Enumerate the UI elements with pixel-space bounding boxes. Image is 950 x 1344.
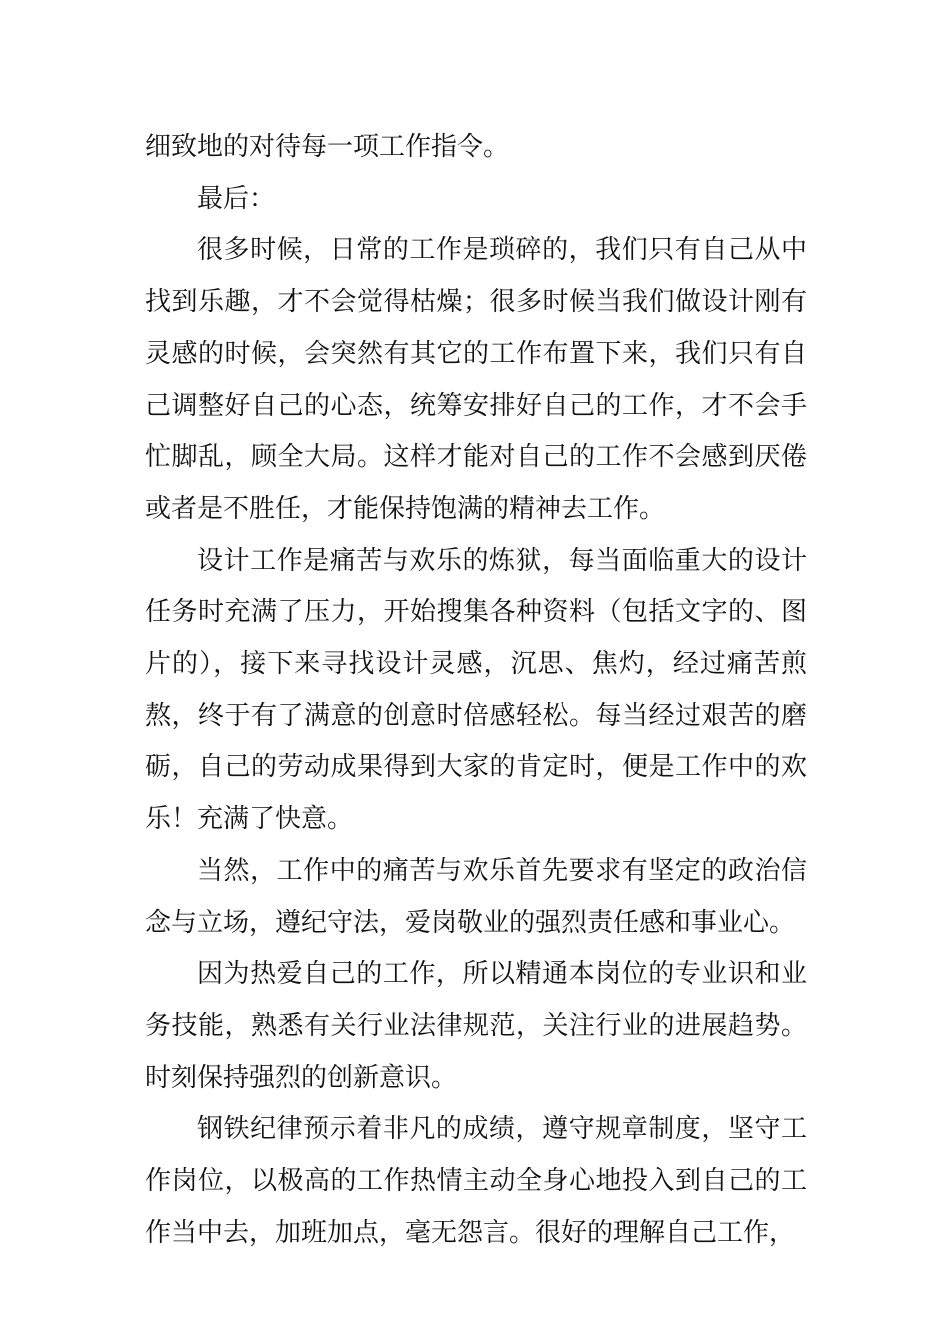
paragraph: 钢铁纪律预示着非凡的成绩，遵守规章制度，坚守工作岗位，以极高的工作热情主动全身心地投入到自己的工作当中去，加班加点，毫无怨言。很好的理解自己工作， [145, 1114, 807, 1248]
paragraph: 设计工作是痛苦与欢乐的炼狱，每当面临重大的设计任务时充满了压力，开始搜集各种资料（包括文字的、图片的），接下来寻找设计灵感，沉思、焦灼，经过痛苦煎熬，终于有了满意的创意时倍感轻松。每当经过艰苦的磨砺，自己的劳动成果得到大家的肯定时，便是工作中的欢乐！充满了快意。 [145, 545, 807, 835]
paragraph: 因为热爱自己的工作，所以精通本岗位的专业识和业务技能，熟悉有关行业法律规范，关注行业的进展趋势。时刻保持强烈的创新意识。 [145, 959, 807, 1093]
paragraph: 很多时候，日常的工作是琐碎的，我们只有自己从中找到乐趣，才不会觉得枯燥；很多时候当我们做设计刚有灵感的时候，会突然有其它的工作布置下来，我们只有自己调整好自己的心态，统筹安排好自己的工作，才不会手忙脚乱，顾全大局。这样才能对自己的工作不会感到厌倦或者是不胜任，才能保持饱满的精神去工作。 [145, 235, 807, 524]
paragraph: 当然，工作中的痛苦与欢乐首先要求有坚定的政治信念与立场，遵纪守法，爱岗敬业的强烈责任感和事业心。 [145, 855, 807, 938]
paragraph-heading-last: 最后： [197, 183, 276, 214]
document-body [145, 122, 807, 1259]
paragraph-continuation: 细致地的对待每一项工作指令。 [145, 132, 510, 162]
